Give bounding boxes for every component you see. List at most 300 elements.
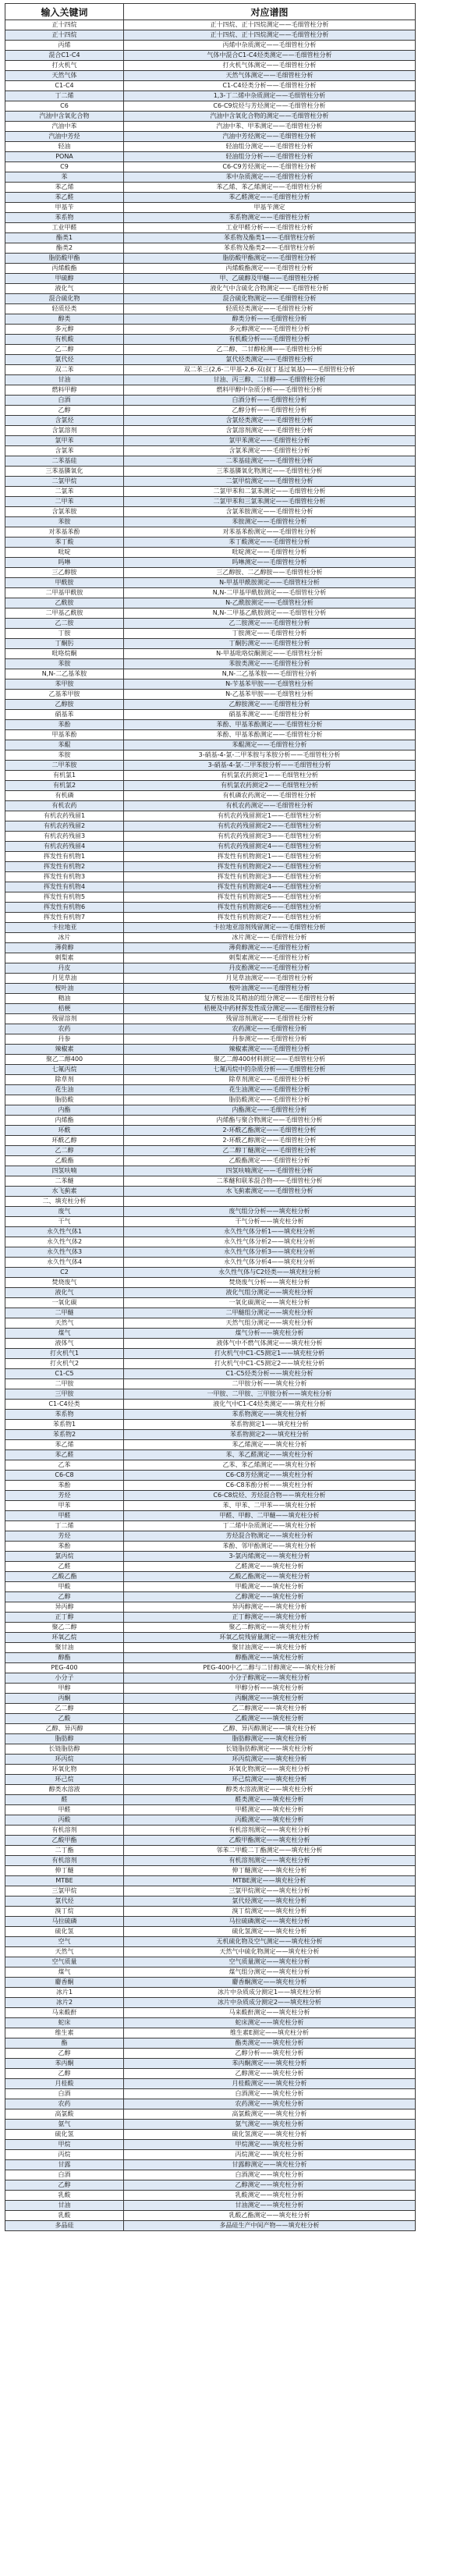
- keyword-cell: 脂肪酸: [5, 1095, 124, 1105]
- result-cell: 丙烯酸酯测定——毛细管柱分析: [124, 264, 416, 274]
- table-row: [5, 2191, 416, 2201]
- keyword-cell: 丁二烯: [5, 91, 124, 101]
- table-row: [5, 1136, 416, 1146]
- keyword-cell: 苯胺: [5, 517, 124, 527]
- table-row: [5, 1308, 416, 1318]
- table-row: [5, 1389, 416, 1400]
- result-cell: 永久性气体分析2——填充柱分析: [124, 1237, 416, 1247]
- table-row: [5, 1197, 416, 1207]
- result-cell: 轻质烃类测定——毛细管柱分析: [124, 304, 416, 314]
- keyword-cell: 一氧化碳: [5, 1298, 124, 1308]
- table-row: [5, 1045, 416, 1055]
- table-row: [5, 385, 416, 396]
- table-row: [5, 568, 416, 578]
- keyword-cell: 三氯甲烷: [5, 1886, 124, 1897]
- result-cell: 乙醇胺测定——毛细管柱分析: [124, 700, 416, 710]
- keyword-cell: 乙基苯甲胺: [5, 690, 124, 700]
- keyword-cell: 正丁醇: [5, 1613, 124, 1623]
- table-row: [5, 1349, 416, 1359]
- keyword-cell: 乙二胺: [5, 619, 124, 629]
- table-row: [5, 1024, 416, 1034]
- table-row: [5, 467, 416, 477]
- keyword-cell: 焚烧废气: [5, 1278, 124, 1288]
- result-cell: 有机磷农药测定——毛细管柱分析: [124, 791, 416, 801]
- keyword-cell: 空气: [5, 1937, 124, 1947]
- result-cell: 轻油组分测定——毛细管柱分析: [124, 142, 416, 152]
- table-row: [5, 2150, 416, 2160]
- keyword-cell: 丙烯: [5, 41, 124, 51]
- keyword-cell: 轻油: [5, 142, 124, 152]
- keyword-cell: 氯代烃: [5, 1897, 124, 1907]
- result-cell: 长链脂肪醇测定——填充柱分析: [124, 1744, 416, 1755]
- keyword-cell: 三苯基膦氧化: [5, 467, 124, 477]
- keyword-cell: 多元醇: [5, 325, 124, 335]
- keyword-cell: 聚乙二醇400: [5, 1055, 124, 1065]
- keyword-cell: 永久性气体2: [5, 1237, 124, 1247]
- keyword-cell: 月见草油: [5, 974, 124, 984]
- table-row: [5, 974, 416, 984]
- result-cell: 液化气中含硫化合物测定——毛细管柱分析: [124, 284, 416, 294]
- keyword-cell: 空气质量: [5, 1957, 124, 1967]
- keyword-cell: 天然气: [5, 1947, 124, 1957]
- keyword-cell: 精油: [5, 994, 124, 1004]
- result-cell: 残留溶剂测定——毛细管柱分析: [124, 1014, 416, 1024]
- table-row: [5, 1359, 416, 1369]
- keyword-cell: 挥发性有机物7: [5, 913, 124, 923]
- keyword-cell: 含氯苯: [5, 446, 124, 456]
- table-row: [5, 1734, 416, 1744]
- keyword-cell: 挥发性有机物3: [5, 872, 124, 882]
- keyword-cell: 甲基苯酚: [5, 730, 124, 740]
- result-cell: 氯代烃测定——填充柱分析: [124, 1897, 416, 1907]
- keyword-cell: 甲醇: [5, 1684, 124, 1694]
- keyword-cell: 丹参: [5, 1034, 124, 1045]
- table-row: [5, 1126, 416, 1136]
- result-cell: 挥发性有机物测定4——毛细管柱分析: [124, 882, 416, 892]
- keyword-cell: 二甲胺: [5, 1379, 124, 1389]
- result-cell: 乳酸测定——填充柱分析: [124, 2191, 416, 2201]
- table-row: [5, 1826, 416, 1836]
- table-row: [5, 629, 416, 639]
- result-cell: 甲烷测定——填充柱分析: [124, 2140, 416, 2150]
- result-cell: 乙醇分析——毛细管柱分析: [124, 406, 416, 416]
- table-row: [5, 2099, 416, 2109]
- keyword-cell: 异丙醇: [5, 1602, 124, 1613]
- result-cell: 甘油测定——填充柱分析: [124, 2201, 416, 2211]
- result-cell: 丁胺测定——毛细管柱分析: [124, 629, 416, 639]
- table-row: [5, 2079, 416, 2089]
- keyword-cell: 二、填充柱分析: [5, 1197, 124, 1207]
- keyword-cell: 吗啉: [5, 558, 124, 568]
- result-cell: 环丙烷测定——填充柱分析: [124, 1755, 416, 1765]
- table-row: [5, 639, 416, 649]
- keyword-cell: 醇酯: [5, 1653, 124, 1663]
- keyword-cell: 白酒: [5, 396, 124, 406]
- result-cell: 乙醛测定——填充柱分析: [124, 1562, 416, 1572]
- table-row: [5, 507, 416, 517]
- table-row: [5, 71, 416, 81]
- keyword-cell: PEG-400: [5, 1663, 124, 1673]
- table-row: [5, 1684, 416, 1694]
- result-cell: N,N-二乙基苯胺——毛细管柱分析: [124, 669, 416, 679]
- result-cell: 丙酸测定——填充柱分析: [124, 1815, 416, 1826]
- keyword-cell: 甲硫醇: [5, 274, 124, 284]
- result-cell: 高氯酸测定——填充柱分析: [124, 2109, 416, 2120]
- table-row: [5, 1450, 416, 1460]
- keyword-cell: 丁酮肟: [5, 639, 124, 649]
- keyword-cell: 苯系物1: [5, 1420, 124, 1430]
- table-row: [5, 274, 416, 284]
- result-cell: 环氧化物测定——填充柱分析: [124, 1765, 416, 1775]
- result-cell: 苯胺测定——毛细管柱分析: [124, 517, 416, 527]
- table-row: [5, 892, 416, 903]
- keyword-cell: 煤气: [5, 1967, 124, 1978]
- table-row: [5, 943, 416, 953]
- table-row: [5, 264, 416, 274]
- result-cell: MTBE测定——填充柱分析: [124, 1876, 416, 1886]
- keyword-cell: N,N-二乙基苯胺: [5, 669, 124, 679]
- table-row: [5, 578, 416, 588]
- keyword-cell: 维生素: [5, 2028, 124, 2038]
- table-row: [5, 1552, 416, 1562]
- table-row: [5, 254, 416, 264]
- result-cell: 含氯苯胺测定——毛细管柱分析: [124, 507, 416, 517]
- keyword-cell: 废气: [5, 1207, 124, 1217]
- table-row: [5, 1095, 416, 1105]
- table-row: [5, 436, 416, 446]
- table-row: [5, 477, 416, 487]
- table-header-row: [5, 4, 416, 20]
- keyword-cell: 芳烃: [5, 1491, 124, 1501]
- keyword-cell: 有机酸: [5, 335, 124, 345]
- table-row: [5, 1207, 416, 1217]
- table-row: [5, 1988, 416, 1998]
- keyword-cell: 花生油: [5, 1085, 124, 1095]
- keyword-cell: 硝基苯: [5, 710, 124, 720]
- result-cell: 天然气体测定——毛细管柱分析: [124, 71, 416, 81]
- lookup-table: [5, 3, 416, 2231]
- keyword-cell: 蛇床: [5, 2018, 124, 2028]
- keyword-cell: 液体气: [5, 1339, 124, 1349]
- result-cell: 聚乙二醇400材料测定——毛细管柱分析: [124, 1055, 416, 1065]
- table-row: [5, 355, 416, 365]
- keyword-cell: 酯类1: [5, 233, 124, 243]
- result-cell: 冰片测定——毛细管柱分析: [124, 933, 416, 943]
- table-row: [5, 1430, 416, 1440]
- result-cell: 双二苯三(2,6-二甲基-2,6-双(叔丁基过氧基)——毛细管柱分析: [124, 365, 416, 375]
- result-cell: 一氧化碳测定——填充柱分析: [124, 1298, 416, 1308]
- table-row: [5, 1166, 416, 1176]
- keyword-cell: 冰片1: [5, 1988, 124, 1998]
- keyword-cell: 白酒: [5, 2089, 124, 2099]
- result-cell: 乙醇测定——填充柱分析: [124, 2180, 416, 2191]
- keyword-cell: 马来酸酐: [5, 2008, 124, 2018]
- result-cell: 桔梗及中药材挥发性成分测定——毛细管柱分析: [124, 1004, 416, 1014]
- keyword-cell: 液化气: [5, 284, 124, 294]
- keyword-cell: 氨气: [5, 2120, 124, 2130]
- keyword-cell: 甘油: [5, 375, 124, 385]
- keyword-cell: 吡咯烷酮: [5, 649, 124, 659]
- table-row: [5, 1521, 416, 1531]
- result-cell: 桉叶油测定——毛细管柱分析: [124, 984, 416, 994]
- result-cell: 苯乙烯测定——填充柱分析: [124, 1440, 416, 1450]
- result-cell: 白酒测定——填充柱分析: [124, 2089, 416, 2099]
- keyword-cell: 二苯醚: [5, 1176, 124, 1187]
- keyword-cell: 环氧乙烷: [5, 1633, 124, 1643]
- result-cell: 乙苯、苯乙烯测定——填充柱分析: [124, 1460, 416, 1471]
- result-cell: 苯系物测定——毛细管柱分析: [124, 213, 416, 223]
- table-row: [5, 1876, 416, 1886]
- table-row: [5, 852, 416, 862]
- keyword-cell: 酯: [5, 2038, 124, 2049]
- result-cell: 二甲醚组分测定——填充柱分析: [124, 1308, 416, 1318]
- keyword-cell: 苯系物: [5, 1410, 124, 1420]
- table-row: [5, 1562, 416, 1572]
- table-row: [5, 933, 416, 943]
- result-cell: 聚甘油测定——填充柱分析: [124, 1643, 416, 1653]
- table-row: [5, 112, 416, 122]
- table-row: [5, 1805, 416, 1815]
- table-row: [5, 679, 416, 690]
- result-cell: 二苯醚和联苯混合物——毛细管柱分析: [124, 1176, 416, 1187]
- table-row: [5, 1856, 416, 1866]
- keyword-cell: 煤气: [5, 1329, 124, 1339]
- result-cell: 醇类分析——毛细管柱分析: [124, 314, 416, 325]
- keyword-cell: 对苯基苯酚: [5, 527, 124, 538]
- keyword-cell: 有机磷: [5, 791, 124, 801]
- keyword-cell: 硫化氢: [5, 1927, 124, 1937]
- table-row: [5, 882, 416, 892]
- result-cell: 苯中杂质测定——毛细管柱分析: [124, 172, 416, 183]
- result-cell: 三氯甲烷测定——填充柱分析: [124, 1886, 416, 1897]
- table-row: [5, 1379, 416, 1389]
- table-row: [5, 426, 416, 436]
- result-cell: 苯、甲苯、二甲苯——填充柱分析: [124, 1501, 416, 1511]
- result-cell: 天然气中硫化物测定——填充柱分析: [124, 1947, 416, 1957]
- result-cell: 辣椒素测定——毛细管柱分析: [124, 1045, 416, 1055]
- result-cell: 3-硝基-4-氯-二甲苯胺与苯胺分析——毛细管柱分析: [124, 750, 416, 761]
- result-cell: 苯乙醛测定——毛细管柱分析: [124, 193, 416, 203]
- table-row: [5, 1582, 416, 1592]
- table-row: [5, 558, 416, 568]
- keyword-cell: 苯酚: [5, 1542, 124, 1552]
- table-row: [5, 1886, 416, 1897]
- keyword-cell: 二甲基乙酰胺: [5, 609, 124, 619]
- result-cell: 环氧乙烷残留量测定——填充柱分析: [124, 1633, 416, 1643]
- table-row: [5, 213, 416, 223]
- keyword-cell: 二丁酯: [5, 1846, 124, 1856]
- result-cell: 丹皮酚测定——毛细管柱分析: [124, 963, 416, 974]
- result-cell: 二氯甲苯和三氯苯测定——毛细管柱分析: [124, 497, 416, 507]
- result-cell: 冰片中杂质成分测定2——填充柱分析: [124, 1998, 416, 2008]
- table-row: [5, 1947, 416, 1957]
- result-cell: 永久性气体分析3——填充柱分析: [124, 1247, 416, 1258]
- result-cell: 挥发性有机物测定6——毛细管柱分析: [124, 903, 416, 913]
- table-row: [5, 1146, 416, 1156]
- table-row: [5, 81, 416, 91]
- keyword-cell: 苯丙酮: [5, 2059, 124, 2069]
- result-cell: 干气分析——填充柱分析: [124, 1217, 416, 1227]
- result-cell: 复方桉油及其精油的组分测定——毛细管柱分析: [124, 994, 416, 1004]
- result-cell: 燃料甲醇中杂质分析——毛细管柱分析: [124, 385, 416, 396]
- table-row: [5, 832, 416, 842]
- table-row: [5, 842, 416, 852]
- table-row: [5, 41, 416, 51]
- table-row: [5, 152, 416, 162]
- result-cell: 天然气组分测定——填充柱分析: [124, 1318, 416, 1329]
- keyword-cell: 月桂酸: [5, 2079, 124, 2089]
- keyword-cell: 环氧化物: [5, 1765, 124, 1775]
- result-cell: 邻苯二甲酸二丁酯测定——填充柱分析: [124, 1846, 416, 1856]
- table-row: [5, 720, 416, 730]
- result-cell: 有机溶剂测定——填充柱分析: [124, 1856, 416, 1866]
- keyword-cell: 乙醇胺: [5, 700, 124, 710]
- result-cell: 含氯苯测定——毛细管柱分析: [124, 446, 416, 456]
- table-row: [5, 1075, 416, 1085]
- keyword-cell: C1-C4: [5, 81, 124, 91]
- result-cell: N-甲基甲酰胺测定——毛细管柱分析: [124, 578, 416, 588]
- table-row: [5, 233, 416, 243]
- table-row: [5, 314, 416, 325]
- table-row: [5, 740, 416, 750]
- keyword-cell: 甲烷: [5, 2140, 124, 2150]
- table-row: [5, 304, 416, 314]
- keyword-cell: 甲酸: [5, 1582, 124, 1592]
- result-cell: C6-C8苯酚分析——填充柱分析: [124, 1481, 416, 1491]
- keyword-cell: 液化气: [5, 1288, 124, 1298]
- keyword-cell: 有机农药: [5, 801, 124, 811]
- keyword-cell: 乙酸酯: [5, 1156, 124, 1166]
- table-row: [5, 1927, 416, 1937]
- table-row: [5, 1491, 416, 1501]
- result-cell: 醇酯测定——填充柱分析: [124, 1653, 416, 1663]
- keyword-cell: 多晶硅: [5, 2221, 124, 2231]
- result-cell: 醇类水溶液测定——填充柱分析: [124, 1785, 416, 1795]
- keyword-cell: 桉叶油: [5, 984, 124, 994]
- result-cell: 汽油中含氧化合物的测定——毛细管柱分析: [124, 112, 416, 122]
- result-cell: 乙二醇测定——填充柱分析: [124, 1704, 416, 1714]
- result-cell: 四氢呋喃测定——毛细管柱分析: [124, 1166, 416, 1176]
- result-cell: 有机氯农药测定2——毛细管柱分析: [124, 781, 416, 791]
- table-row: [5, 1592, 416, 1602]
- result-cell: 花生油测定——毛细管柱分析: [124, 1085, 416, 1095]
- keyword-cell: 有机农药残留4: [5, 842, 124, 852]
- keyword-cell: 苯酚: [5, 720, 124, 730]
- table-row: [5, 1572, 416, 1582]
- keyword-cell: 挥发性有机物5: [5, 892, 124, 903]
- keyword-cell: 醇类水溶液: [5, 1785, 124, 1795]
- keyword-cell: 乙酸甲酯: [5, 1836, 124, 1846]
- result-cell: 苯系物测定——填充柱分析: [124, 1410, 416, 1420]
- keyword-cell: 甲醛: [5, 1511, 124, 1521]
- result-cell: 农药测定——毛细管柱分析: [124, 1024, 416, 1034]
- keyword-cell: 马拉硫磷: [5, 1917, 124, 1927]
- result-cell: 苯丙酮测定——填充柱分析: [124, 2059, 416, 2069]
- result-cell: 一甲胺、二甲胺、三甲胺分析——填充柱分析: [124, 1389, 416, 1400]
- keyword-cell: 冰片: [5, 933, 124, 943]
- table-row: [5, 1613, 416, 1623]
- keyword-cell: 有机溶剂: [5, 1856, 124, 1866]
- keyword-cell: 正十四烷: [5, 30, 124, 41]
- keyword-cell: 长链脂肪醇: [5, 1744, 124, 1755]
- table-row: [5, 1775, 416, 1785]
- keyword-cell: 二甲醚: [5, 1308, 124, 1318]
- table-row: [5, 1917, 416, 1927]
- keyword-cell: 乙醛: [5, 1562, 124, 1572]
- table-row: [5, 1765, 416, 1775]
- result-cell: 异丙醇测定——填充柱分析: [124, 1602, 416, 1613]
- keyword-cell: 脂肪醇: [5, 1734, 124, 1744]
- result-cell: 苯系物测定1——填充柱分析: [124, 1420, 416, 1430]
- keyword-cell: 内烯酯: [5, 1116, 124, 1126]
- result-cell: 多元醇测定——毛细管柱分析: [124, 325, 416, 335]
- result-cell: 乙二醇、二甘醇检测——毛细管柱分析: [124, 345, 416, 355]
- table-row: [5, 1268, 416, 1278]
- keyword-cell: C9: [5, 162, 124, 172]
- table-row: [5, 2018, 416, 2028]
- table-row: [5, 2201, 416, 2211]
- keyword-cell: 混合硫化物: [5, 294, 124, 304]
- result-cell: 挥发性有机物测定2——毛细管柱分析: [124, 862, 416, 872]
- table-row: [5, 1542, 416, 1552]
- keyword-cell: C1-C5: [5, 1369, 124, 1379]
- keyword-cell: 燃料甲醇: [5, 385, 124, 396]
- result-cell: 内烯酯与聚合物测定——毛细管柱分析: [124, 1116, 416, 1126]
- keyword-cell: 伸丁醚: [5, 1866, 124, 1876]
- result-cell: 刺梨素测定——毛细管柱分析: [124, 953, 416, 963]
- result-cell: 混合硫化物测定——毛细管柱分析: [124, 294, 416, 304]
- table-row: [5, 1755, 416, 1765]
- keyword-cell: 丙烯酸酯: [5, 264, 124, 274]
- result-cell: 月桂酸测定——填充柱分析: [124, 2079, 416, 2089]
- keyword-cell: 苯丁酸: [5, 538, 124, 548]
- table-row: [5, 2130, 416, 2140]
- keyword-cell: 汽油中芳烃: [5, 132, 124, 142]
- result-cell: 丙烯中杂质测定——毛细管柱分析: [124, 41, 416, 51]
- result-cell: 多晶硅生产中间产物——填充柱分析: [124, 2221, 416, 2231]
- result-cell: 煤气分析——填充柱分析: [124, 1329, 416, 1339]
- table-row: [5, 1440, 416, 1450]
- table-row: [5, 1643, 416, 1653]
- table-row: [5, 690, 416, 700]
- table-row: [5, 30, 416, 41]
- keyword-cell: 丙烷: [5, 2150, 124, 2160]
- table-row: [5, 1298, 416, 1308]
- keyword-cell: C2: [5, 1268, 124, 1278]
- result-cell: 丁酮肟测定——毛细管柱分析: [124, 639, 416, 649]
- result-cell: N-甲基吡咯烷酮测定——毛细管柱分析: [124, 649, 416, 659]
- keyword-cell: 苯: [5, 172, 124, 183]
- result-cell: 二氯甲苯和二氯苯测定——毛细管柱分析: [124, 487, 416, 497]
- keyword-cell: 聚乙二醇: [5, 1623, 124, 1633]
- table-row: [5, 953, 416, 963]
- result-cell: 含氯溶剂测定——毛细管柱分析: [124, 426, 416, 436]
- table-row: [5, 1663, 416, 1673]
- keyword-cell: 有机农药残留2: [5, 821, 124, 832]
- table-row: [5, 1116, 416, 1126]
- table-row: [5, 1410, 416, 1420]
- result-cell: 苯系物及酯类1——毛细管柱分析: [124, 233, 416, 243]
- keyword-cell: 有机氯2: [5, 781, 124, 791]
- table-row: [5, 771, 416, 781]
- table-row: [5, 1318, 416, 1329]
- keyword-cell: 苯乙烯: [5, 1440, 124, 1450]
- result-cell: 马拉硫磷测定——填充柱分析: [124, 1917, 416, 1927]
- keyword-cell: 甘露: [5, 2160, 124, 2170]
- table-row: [5, 1339, 416, 1349]
- table-row: [5, 700, 416, 710]
- table-row: [5, 2008, 416, 2018]
